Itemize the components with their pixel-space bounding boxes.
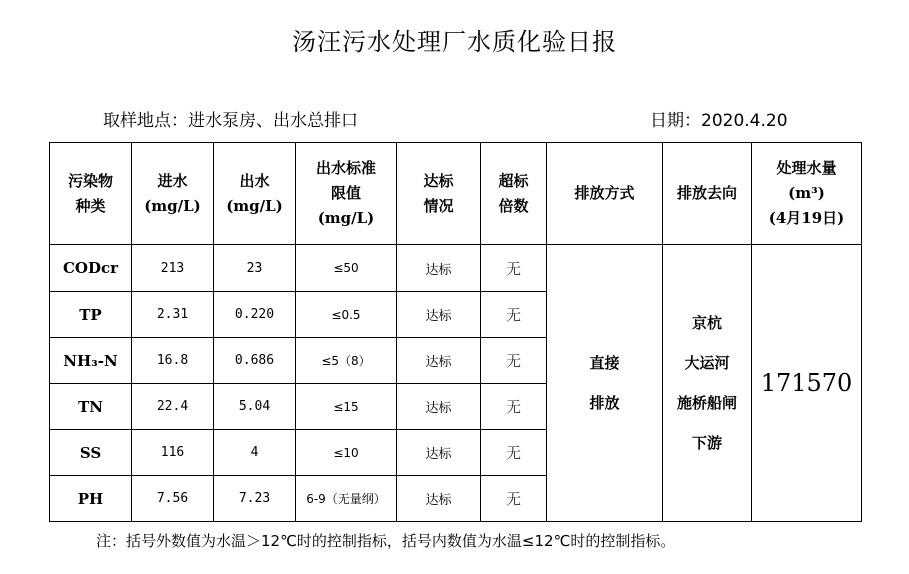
header-discharge-method: 排放方式 [547,143,663,245]
pollutant-cell: TN [50,384,132,430]
compliance-cell: 达标 [397,292,481,338]
header-volume-line1: 处理水量 [776,159,837,177]
inflow-cell: 116 [132,430,214,476]
outflow-cell: 4 [214,430,296,476]
footnote: 注：括号外数值为水温＞12℃时的控制指标，括号内数值为水温≤12℃时的控制指标。 [96,532,676,550]
header-exceed-line2: 倍数 [498,196,529,215]
header-volume-line3: (4月19日) [768,209,845,227]
header-compliance-line1: 达标 [423,171,454,190]
exceed-cell: 无 [481,476,547,522]
outflow-cell: 0.220 [214,292,296,338]
exceed-cell: 无 [481,338,547,384]
report-title: 汤汪污水处理厂水质化验日报 [292,28,617,56]
header-inflow-line1: 进水 [157,171,188,190]
header-standard-line1: 出水标准 [315,159,376,177]
inflow-cell: 213 [132,245,214,292]
inflow-cell: 22.4 [132,384,214,430]
header-standard-line3: (mg/L) [317,209,375,227]
compliance-cell: 达标 [397,245,481,292]
discharge-destination-line2: 大运河 [684,354,730,372]
exceed-cell: 无 [481,292,547,338]
pollutant-cell: PH [50,476,132,522]
header-inflow-line2: (mg/L) [144,196,201,215]
header-volume-line2: (m³) [788,184,825,202]
discharge-method-line1: 直接 [589,354,620,372]
exceed-cell: 无 [481,384,547,430]
header-pollutant [50,143,132,245]
header-exceed [481,143,547,245]
header-outflow-line1: 出水 [239,171,270,190]
header-standard-line2: 限值 [330,184,361,202]
header-volume [752,143,862,245]
header-discharge-destination: 排放去向 [663,143,752,245]
header-inflow [132,143,214,245]
water-quality-table [49,142,862,522]
discharge-method-line2: 排放 [589,394,620,412]
outflow-cell: 5.04 [214,384,296,430]
standard-cell: ≤50 [296,245,397,292]
header-pollutant-line1: 污染物 [67,171,113,190]
outflow-cell: 7.23 [214,476,296,522]
standard-cell: ≤10 [296,430,397,476]
discharge-destination-cell [663,245,752,522]
standard-cell: ≤15 [296,384,397,430]
header-exceed-line1: 超标 [498,171,529,190]
compliance-cell: 达标 [397,476,481,522]
pollutant-cell: CODcr [50,245,132,292]
pollutant-cell: TP [50,292,132,338]
sampling-location: 取样地点：进水泵房、出水总排口 [103,111,358,131]
header-outflow-line2: (mg/L) [226,196,283,215]
table-row [50,245,862,292]
pollutant-cell: SS [50,430,132,476]
header-compliance [397,143,481,245]
compliance-cell: 达标 [397,384,481,430]
header-row [50,143,862,245]
inflow-cell: 7.56 [132,476,214,522]
outflow-cell: 23 [214,245,296,292]
standard-cell: 6-9（无量纲） [296,476,397,522]
discharge-destination-line3: 施桥船闸 [676,394,737,412]
header-standard [296,143,397,245]
standard-cell: ≤0.5 [296,292,397,338]
pollutant-cell: NH₃-N [50,338,132,384]
header-compliance-line2: 情况 [423,196,454,215]
report-date: 日期：2020.4.20 [650,111,788,131]
exceed-cell: 无 [481,245,547,292]
inflow-cell: 16.8 [132,338,214,384]
discharge-method-cell [547,245,663,522]
exceed-cell: 无 [481,430,547,476]
discharge-destination-line1: 京杭 [691,314,722,332]
inflow-cell: 2.31 [132,292,214,338]
compliance-cell: 达标 [397,430,481,476]
compliance-cell: 达标 [397,338,481,384]
outflow-cell: 0.686 [214,338,296,384]
standard-cell: ≤5（8） [296,338,397,384]
header-outflow [214,143,296,245]
header-pollutant-line2: 种类 [75,196,106,215]
volume-value: 171570 [752,245,862,522]
discharge-destination-line4: 下游 [691,434,722,452]
